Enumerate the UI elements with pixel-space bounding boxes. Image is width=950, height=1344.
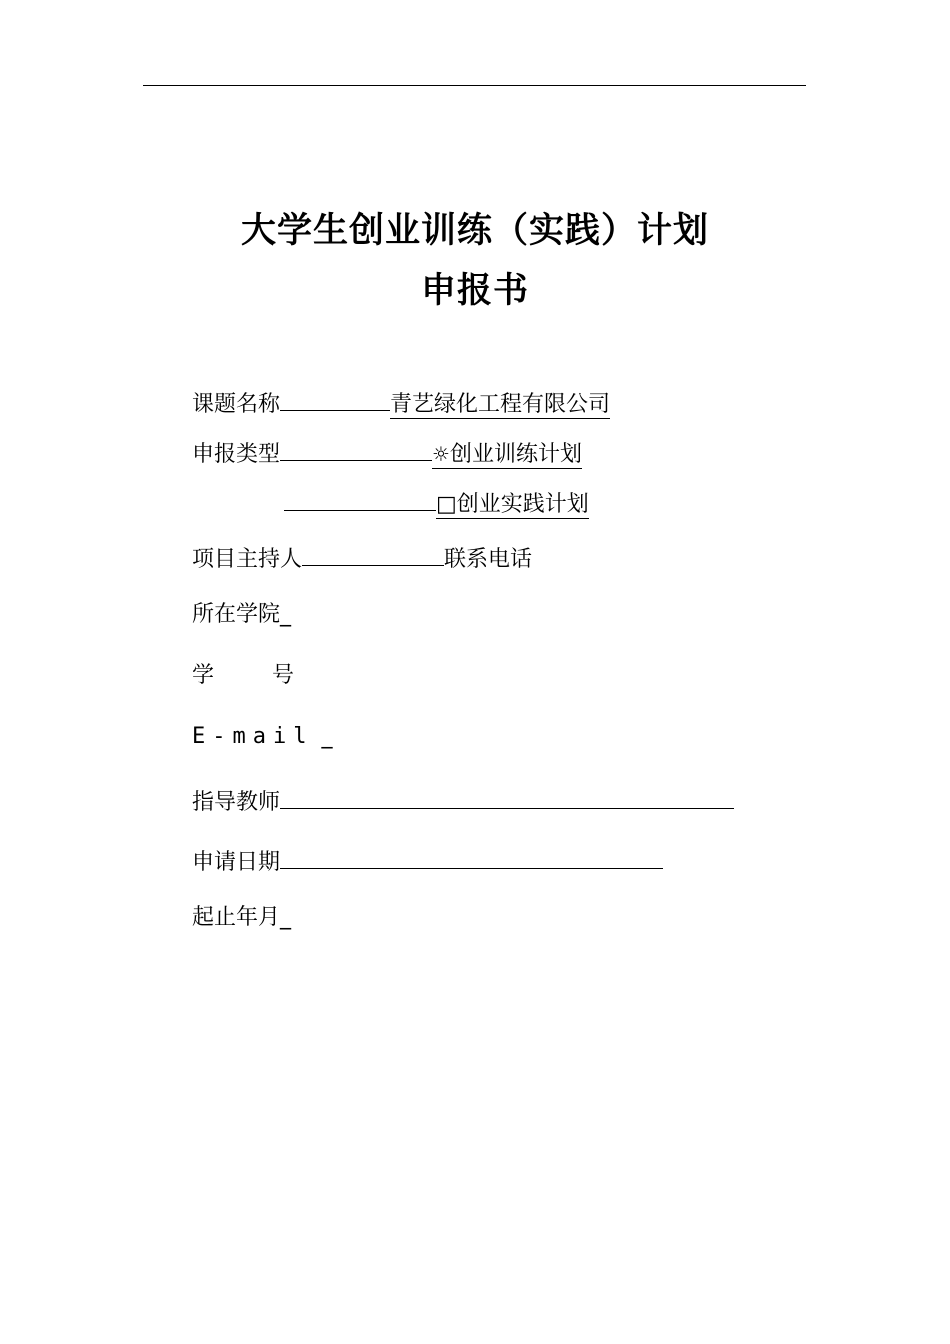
type-label: 申报类型 — [192, 442, 281, 467]
advisor-field — [192, 786, 734, 814]
contact-label: 联系电话 — [444, 547, 533, 572]
document-subtitle: 申报书 — [420, 271, 529, 311]
type-field-row2 — [284, 488, 589, 516]
college-field — [192, 604, 291, 626]
type-field — [192, 438, 582, 466]
student-id-label-1: 学 — [192, 663, 215, 688]
student-id-label-2: 号 — [272, 663, 295, 688]
email-label: E-mail — [192, 724, 314, 749]
college-label: 所在学院 — [192, 602, 281, 627]
period-label: 起止年月 — [192, 905, 281, 930]
checkbox-icon: □ — [436, 492, 457, 517]
type-blank-1 — [280, 438, 432, 461]
header-rule — [143, 85, 806, 86]
period-blank[interactable]: _ — [280, 905, 292, 930]
type-option-training[interactable] — [432, 442, 582, 469]
document-title: 大学生创业训练（实践）计划 — [240, 211, 709, 251]
topic-blank[interactable] — [280, 388, 390, 411]
apply-date-blank[interactable] — [280, 846, 663, 869]
apply-date-field — [192, 846, 663, 874]
topic-label: 课题名称 — [192, 392, 281, 417]
host-blank[interactable] — [302, 543, 444, 566]
student-id-field — [192, 665, 294, 687]
email-blank[interactable]: _ — [321, 724, 333, 749]
type-blank-2 — [284, 488, 436, 511]
type-option-training-label: 创业训练计划 — [449, 442, 582, 467]
topic-field — [192, 388, 610, 416]
sun-icon: ☼ — [432, 442, 450, 466]
host-label: 项目主持人 — [192, 547, 303, 572]
period-field — [192, 907, 291, 929]
topic-value: 青艺绿化工程有限公司 — [390, 392, 611, 417]
type-option-practice-label: 创业实践计划 — [456, 492, 589, 517]
advisor-blank[interactable] — [280, 786, 734, 809]
apply-date-label: 申请日期 — [192, 850, 281, 875]
host-field — [192, 543, 532, 571]
advisor-label: 指导教师 — [192, 790, 281, 815]
college-blank[interactable]: _ — [280, 602, 292, 627]
email-field — [192, 726, 332, 748]
type-option-practice[interactable] — [436, 492, 589, 519]
